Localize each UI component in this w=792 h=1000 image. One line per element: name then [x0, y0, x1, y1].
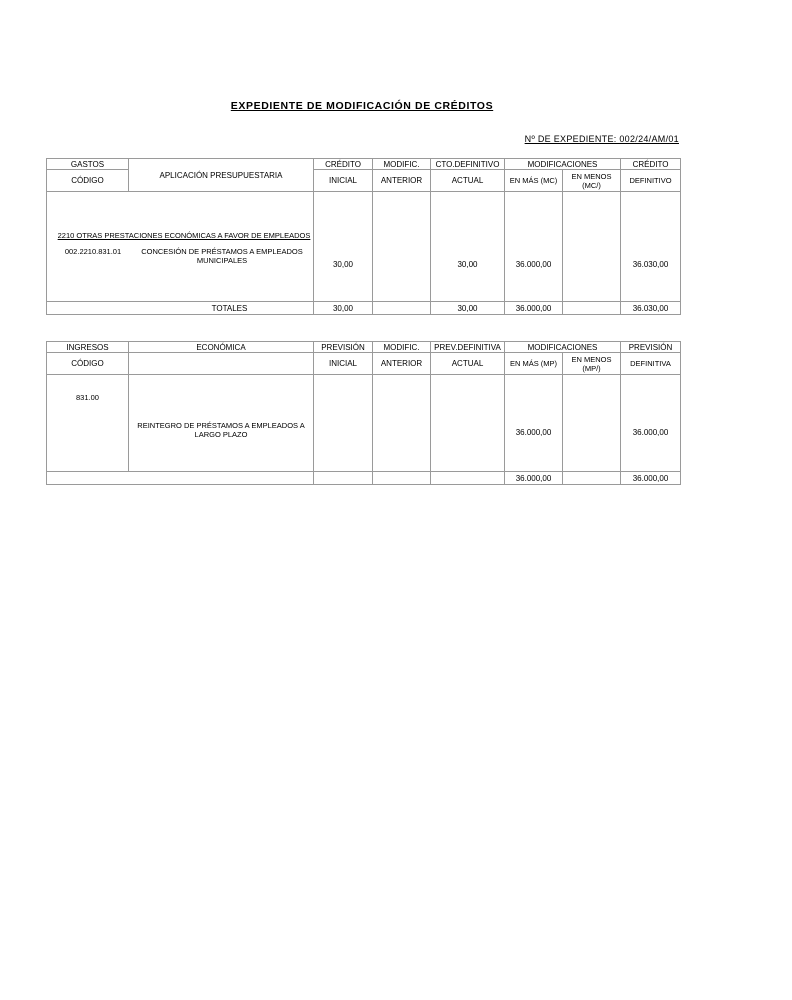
totals-label: TOTALES [47, 302, 314, 315]
table-row [47, 375, 681, 472]
totals-anterior [373, 302, 431, 315]
header-modificaciones: MODIFICACIONES [505, 342, 621, 353]
header-definitivo: DEFINITIVO [621, 170, 681, 192]
expediente-number: Nº DE EXPEDIENTE: 002/24/AM/01 [524, 134, 679, 144]
header-actual: ACTUAL [431, 170, 505, 192]
totals-row [47, 302, 681, 315]
header-actual: ACTUAL [431, 353, 505, 375]
group-title: 2210 OTRAS PRESTACIONES ECONÓMICAS A FAVOR DE EMPLEADOS [57, 231, 311, 240]
header-en-menos: EN MENOS (MP/) [563, 353, 621, 375]
header-en-mas: EN MÁS (MP) [505, 353, 563, 375]
header-prev-definitiva: PREV.DEFINITIVA [431, 342, 505, 353]
header-modific: MODIFIC. [373, 342, 431, 353]
row-anterior [373, 192, 431, 302]
header-inicial: INICIAL [314, 170, 373, 192]
table-row [47, 192, 681, 302]
header-gastos: GASTOS [47, 159, 129, 170]
row-definitivo: 36.030,00 [621, 192, 681, 302]
totals-inicial: 30,00 [314, 302, 373, 315]
totals-inicial [314, 472, 373, 485]
row-descripcion: REINTEGRO DE PRÉSTAMOS A EMPLEADOS A LARGO PLAZO [129, 375, 314, 472]
header-economica: ECONÓMICA [129, 342, 314, 353]
gastos-table [46, 158, 681, 315]
row-actual [431, 375, 505, 472]
header-prevision-definitiva: PREVISIÓN [621, 342, 681, 353]
totals-en-mas: 36.000,00 [505, 302, 563, 315]
row-en-mas: 36.000,00 [505, 375, 563, 472]
header-inicial: INICIAL [314, 353, 373, 375]
totals-actual: 30,00 [431, 302, 505, 315]
header-anterior: ANTERIOR [373, 170, 431, 192]
totals-en-mas: 36.000,00 [505, 472, 563, 485]
header-en-mas: EN MÁS (MC) [505, 170, 563, 192]
row-codigo: 831.00 [47, 375, 129, 472]
header-aplicacion: APLICACIÓN PRESUPUESTARIA [129, 159, 314, 192]
header-economica-blank [129, 353, 314, 375]
totals-en-menos [563, 472, 621, 485]
header-anterior: ANTERIOR [373, 353, 431, 375]
header-modificaciones: MODIFICACIONES [505, 159, 621, 170]
row-inicial [314, 375, 373, 472]
row-en-menos [563, 375, 621, 472]
gastos-body-cell [47, 192, 314, 302]
header-prevision: PREVISIÓN [314, 342, 373, 353]
header-credito-definitivo: CRÉDITO [621, 159, 681, 170]
totals-en-menos [563, 302, 621, 315]
row-descripcion: CONCESIÓN DE PRÉSTAMOS A EMPLEADOS MUNICIPALES [141, 247, 303, 265]
row-actual: 30,00 [431, 192, 505, 302]
header-modific: MODIFIC. [373, 159, 431, 170]
row-anterior [373, 375, 431, 472]
totals-anterior [373, 472, 431, 485]
header-en-menos: EN MENOS (MC/) [563, 170, 621, 192]
totals-definitivo: 36.030,00 [621, 302, 681, 315]
header-codigo: CÓDIGO [47, 170, 129, 192]
totals-definitiva: 36.000,00 [621, 472, 681, 485]
row-en-mas: 36.000,00 [505, 192, 563, 302]
row-definitiva: 36.000,00 [621, 375, 681, 472]
header-cto-definitivo: CTO.DEFINITIVO [431, 159, 505, 170]
header-definitiva: DEFINITIVA [621, 353, 681, 375]
row-en-menos [563, 192, 621, 302]
header-codigo: CÓDIGO [47, 353, 129, 375]
document-title: EXPEDIENTE DE MODIFICACIÓN DE CRÉDITOS [230, 100, 494, 112]
row-codigo: 002.2210.831.01 [64, 247, 122, 256]
totals-label-blank [47, 472, 314, 485]
header-credito: CRÉDITO [314, 159, 373, 170]
ingresos-table [46, 341, 681, 485]
row-inicial: 30,00 [314, 192, 373, 302]
header-ingresos: INGRESOS [47, 342, 129, 353]
totals-row [47, 472, 681, 485]
totals-actual [431, 472, 505, 485]
